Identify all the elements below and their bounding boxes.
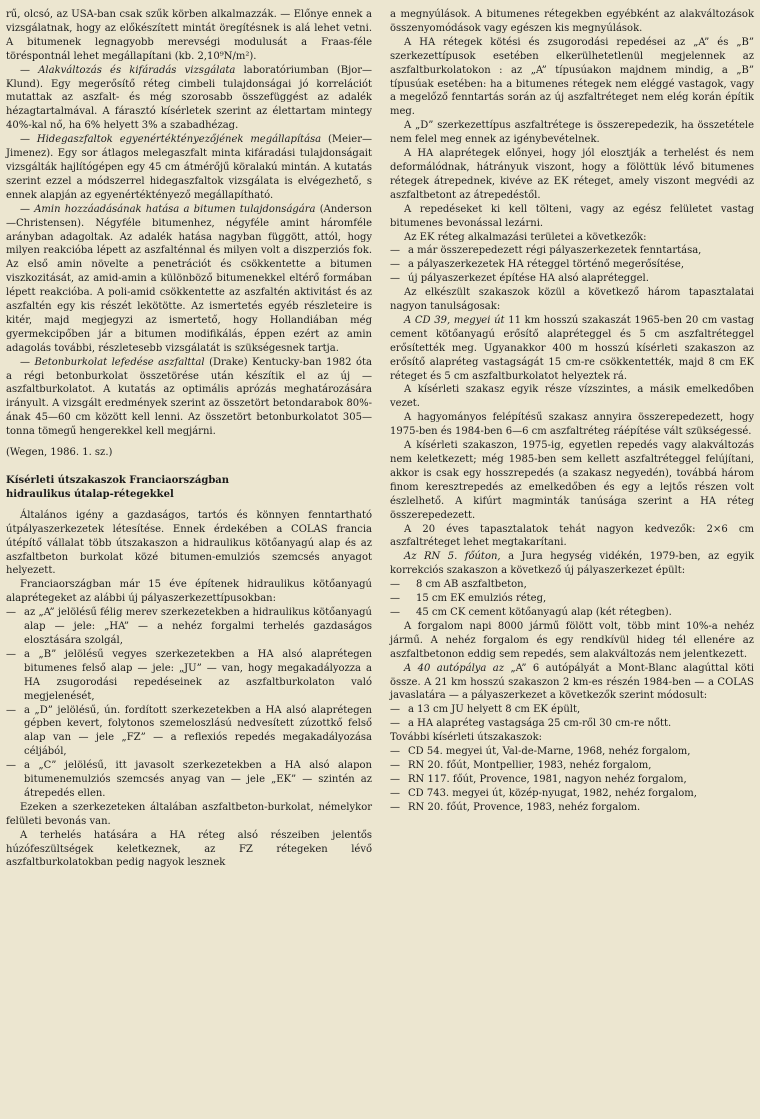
article-paragraph: A kísérleti szakasz egyik része vízszintes, a másik emelkedőben vezet. — [390, 384, 754, 410]
section-title: Alakváltozás és kifáradás vizsgálata — [38, 64, 236, 76]
article-paragraph: Franciaországban már 15 éve építenek hidraulikus kötőanyagú alaprétegeket az alábbi új pályaszerkezettípusokban: — [6, 579, 372, 605]
section-title: Betonburkolat lefedése aszfalttal — [34, 356, 205, 368]
section-paragraph: — Betonburkolat lefedése aszfalttal (Drake) Kentucky-ban 1982 óta a régi betonburkolat összetörése után készítik el az új — aszfaltburkolatot. A kutatás az optimális aprózás meghatározására irányult. A vizsgált eredmények szerint az összetört betondarabok 80%-ának 45—60 cm között kell lenni. Az összetört betonburkolatot 305— tonna tömegű hengerekkel kell megjárni. — [6, 356, 373, 438]
section-text: (Meier—Jimenez). Egy sor átlagos melegaszfalt minta kifáradási tulajdonságait vizsgálták hajlítógépen egy 45 cm átmérőjű köralakú mintán. A kutatás szerint ezzel a módszerrel hidegaszfaltok vizsgálata is elvégezhető, s ennek alapján az egyenértéktényező megállapítható. — [6, 134, 372, 201]
list-item: — a már összerepedezett régi pályaszerkezetek fenntartása, — [390, 245, 702, 257]
section-paragraph: — Alakváltozás és kifáradás vizsgálata laboratóriumban (Bjor—Klund). Egy megerősítő réteg cimbeli tulajdonságai jó korrelációt mutattak az aszfalt- és még szorosabb összefüggést az adalék hézagtartalmával. A fárasztó kísérletek szerint az élettartam mintegy 40%-kal nő, ha 6% helyett 3% a szabadhézag. — [6, 64, 373, 132]
article-paragraph: Ezeken a szerkezeteken általában aszfaltbeton-burkolat, némelykor felületi bevonás van. — [6, 801, 372, 827]
article-paragraph: a megnyúlások. A bitumenes rétegekben egyébként az alakváltozások összenyomódások vagy egészen kis megnyúlások. — [390, 9, 754, 34]
article-paragraph: A 20 éves tapasztalatok tehát nagyon kedvezők: 2×6 cm aszfaltréteget lehet megtakarítani. — [390, 523, 754, 549]
article-paragraph: A HA alaprétegek előnyei, hogy jól elosztják a terhelést és nem deformálódnak, hátrányuk viszont, hogy a fölöttük lévő bitumenes rétegek átrepednek, kivéve az EK réteget, amely viszont megvédi az aszfaltbetont az átrepedéstől. — [390, 148, 754, 201]
article-paragraph: Az elkészült szakaszok közül a következő három tapasztalatai nagyon tanulságosak: — [390, 287, 754, 313]
article-paragraph: További kísérleti útszakaszok: — [390, 732, 542, 744]
section-title: A 40 autópálya az — [404, 662, 505, 674]
section-title: Az RN 5. főúton, — [404, 551, 501, 563]
section-paragraph: — Hidegaszfaltok egyenértéktényezőjének megállapítása (Meier—Jimenez). Egy sor átlagos melegaszfalt minta kifáradási tulajdonságait vizsgálták hajlítógépen egy 45 cm átmérőjű köralakú mintán. A kutatás szerint ezzel a módszerrel hidegaszfaltok vizsgálata is elvégezhető, s ennek alapján az egyenértéktényező megállapítható. — [6, 134, 372, 201]
article-paragraph: A 40 autópálya az „A” 6 autópályát a Mont-Blanc alagúttal köti össze. A 21 km hosszú szakaszon 2 km-es részén 1984-ben — a COLAS javaslatára — a pályaszerkezet a következők szerint módosult: — [390, 662, 755, 702]
list-item: — az „A” jelölésű félig merev szerkezetekben a hidraulikus kötőanyagú alap — jele: „HA” — a nehéz forgalmi terhelés gazdaságos elosztására szolgál, — [6, 607, 372, 646]
list-item: — a „D” jelölésű, ún. fordított szerkezetekben a HA alsó alaprétegen gépben kevert, folytonos szemeloszlású nedvesített zúzottkő felső alap van — jele „FZ” — a reflexiós repedés megakadályozása céljából, — [6, 704, 372, 758]
article-paragraph: A repedéseket ki kell tölteni, vagy az egész felületet vastag bitumenes bevonással lezárni. — [390, 203, 754, 229]
list-item: — RN 117. főút, Provence, 1981, nagyon nehéz forgalom, — [390, 773, 687, 785]
article-paragraph: A „D” szerkezettípus aszfaltrétege is összerepedezik, ha összetétele nem felel meg ennek az igénybevételnek. — [390, 120, 754, 146]
article-title — [6, 474, 372, 502]
article-paragraph: A hagyományos felépítésű szakasz annyira összerepedezett, hogy 1975-ben és 1984-ben 6—6 cm aszfaltréteg ráépítése vált szükségessé. — [390, 412, 754, 438]
list-item: — a pályaszerkezetek HA réteggel történő megerősítése, — [390, 259, 685, 271]
section-text: (Anderson—Christensen). Négyféle bitumenhez, négyféle amint háromféle arányban adagoltak. Az adalék hatása nagyban függött, attól, hogy milyen reakcióba lépett az aszfalténnal és milyen volt a diszperziós fok. Az első amin növelte a penetrációt és csökkentette a bitumen viszkozitását, az amid-amin a különböző bitumenekkel eltérő formában lépett reakcióba. A poli-amid csökkentette az aszfaltén aktivitást és az aszfaltén egy kis részét lekötötte. Az ismertetés egyéb részleteire is kitér, majd megjegyzi az ismertető, hogy Hollandiában még gyermekcipőben jár a bitumen modifikálás, éppen ezért az amin adagolás további, részletesebb vizsgálatát is szükségesnek tartja. — [6, 203, 372, 354]
section-text: laboratóriumban (Bjor—Klund). Egy megerősítő réteg cimbeli tulajdonságai jó korrelációt mutattak az aszfalt- és még szorosabb összefüggést az adalék hézagtartalmával. A fárasztó kísérletek szerint az élettartam mintegy 40%-kal nő, ha 6% helyett 3% a szabadhézag. — [6, 64, 373, 132]
list-item: — 15 cm EK emulziós réteg, — [390, 593, 547, 605]
list-item: — a „C” jelölésű, itt javasolt szerkezetekben a HA alsó alapon bitumenemulziós szemcsés anyag van — jele „EK” — szintén az átrepedés ellen. — [6, 760, 372, 799]
left-column — [6, 8, 372, 870]
section-title: A CD 39, megyei út — [404, 314, 505, 326]
article-paragraph: A HA rétegek kötési és zsugorodási repedései az „A” és „B” szerkezettípusok esetében elkerülhetetlenül megjelennek az aszfaltburkolatokon : az „A” típusúakon majdnem mindig, a „B” típusúak esetében: ha a bitumenes rétegek nem eléggé vastagok, vagy a megelőző fenntartás során az új aszfaltréteget nem elég korán építik meg. — [390, 36, 754, 118]
right-column — [390, 8, 754, 815]
intro-paragraph: rű, olcsó, az USA-ban csak szűk körben alkalmazzák. — Előnye ennek a vizsgálatnak, hogy az előkészített mintát öregítésnek is alá lehet vetni. A bitumenek legnagyobb merevségi modulusát a Fraas-féle töréspontnál lehet megállapítani (kb. 2,10⁹N/m²). — [6, 9, 372, 62]
article-paragraph: Az RN 5. főúton, a Jura hegység vidékén, 1979-ben, az egyik korrekciós szakaszon a következő új pályaszerkezet épült: — [390, 551, 755, 577]
article-title-line: hidraulikus útalap-rétegekkel — [6, 488, 174, 500]
article-title-line: Kísérleti útszakaszok Franciaországban — [6, 475, 230, 486]
list-item: — CD 54. megyei út, Val-de-Marne, 1968, nehéz forgalom, — [390, 746, 691, 758]
list-item: — 8 cm AB aszfaltbeton, — [390, 579, 527, 591]
list-item: — RN 20. főút, Provence, 1983, nehéz forgalom. — [390, 801, 641, 813]
section-title: Hidegaszfaltok egyenértéktényezőjének megállapítása — [36, 134, 322, 146]
list-item: — a 13 cm JU helyett 8 cm EK épült, — [390, 704, 581, 716]
article-paragraph: A terhelés hatására a HA réteg alsó részeiben jelentős húzófeszültségek keletkeznek, az FZ rétegeken lévő aszfaltburkolatokban pedig nagyok lesznek — [6, 829, 372, 869]
article-paragraph: A CD 39, megyei út 11 km hosszú szakaszát 1965-ben 20 cm vastag cement kötőanyagú erősítő alapréteggel és 5 cm aszfaltréteggel erősítették meg. Ugyanakkor 400 m hosszú kísérleti szakaszon az erősítő alapréteg vastagságát 15 cm-re csökkentették, majd 8 cm EK réteget és 5 cm aszfaltburkolatot helyeztek rá. — [390, 314, 754, 382]
article-paragraph: Az EK réteg alkalmazási területei a következők: — [404, 231, 647, 243]
section-title: Amin hozzáadásának hatása a bitumen tulajdonságára — [34, 203, 316, 215]
list-item: — 45 cm CK cement kötőanyagú alap (két rétegben). — [390, 606, 672, 618]
article-paragraph: Általános igény a gazdaságos, tartós és könnyen fenntartható útpályaszerkezetek létesítése. Ennek érdekében a COLAS francia útépítő vállalat több útszakaszon a hidraulikus kötőanyagú alap és az aszfaltbeton burkolat közé bitumen-emulziós szemcsés anyagot helyezett. — [6, 509, 372, 577]
section-text: (Drake) Kentucky-ban 1982 óta a régi betonburkolat összetörése után készítik el az új — aszfaltburkolatot. A kutatás az optimális aprózás meghatározására irányult. A vizsgált eredmények szerint az összetört betondarabok 80%-ának 45—60 cm között kell lenni. Az összetört betonburkolatot 305— tonna tömegű hengerekkel kell megjárni. — [6, 356, 373, 438]
list-item: — új pályaszerkezet építése HA alsó alapréteggel. — [390, 273, 649, 285]
article-paragraph: A kísérleti szakaszon, 1975-ig, egyetlen repedés vagy alakváltozás nem keletkezett; még 1985-ben sem kellett aszfaltréteggel felújítani, akkor is csak egy hosszrepedés (a szakasz negyedén), továbbá három finom keresztrepedés az emelkedőben és egy a lejtős részen volt észlelhető. A kifúrt magminták tanúsága szerint a HA réteg összerepedezett. — [390, 440, 754, 521]
source-citation: (Wegen, 1986. 1. sz.) — [6, 447, 113, 459]
list-item: — RN 20. főút, Montpellier, 1983, nehéz forgalom, — [390, 759, 652, 771]
list-item: — a „B” jelölésű vegyes szerkezetekben a HA alsó alaprétegen bitumenes felső alap — jele: „JU” — van, hogy megakadályozza a HA zsugorodási repedéseinek az aszfaltburkolaton való megjelenését, — [6, 648, 372, 702]
section-paragraph: — Amin hozzáadásának hatása a bitumen tulajdonságára (Anderson—Christensen). Négyféle bitumenhez, négyféle amint háromféle arányban adagoltak. Az adalék hatása nagyban függött, attól, hogy milyen reakcióba lépett az aszfalténnal és milyen volt a diszperziós fok. Az első amin növelte a penetrációt és csökkentette a bitumen viszkozitását, az amid-amin a különböző bitumenekkel eltérő formában lépett reakcióba. A poli-amid csökkentette az aszfaltén aktivitást és az aszfaltén egy kis részét lekötötte. Az ismertetés egyéb részleteire is kitér, majd megjegyzi az ismertető, hogy Hollandiában még gyermekcipőben jár a bitumen modifikálás, éppen ezért az amin adagolás további, részletesebb vizsgálatát is szükségesnek tartja. — [6, 203, 372, 354]
list-item: — CD 743. megyei út, közép-nyugat, 1982, nehéz forgalom, — [390, 787, 697, 799]
article-paragraph: A forgalom napi 8000 jármű fölött volt, több mint 10%-a nehéz jármű. A nehéz forgalom és egy rendkívül hideg tél ellenére az aszfaltbetonon eddig sem repedés, sem alakváltozás nem jelentkezett. — [390, 620, 754, 660]
list-item: — a HA alapréteg vastagsága 25 cm-ről 30 cm-re nőtt. — [390, 718, 672, 730]
